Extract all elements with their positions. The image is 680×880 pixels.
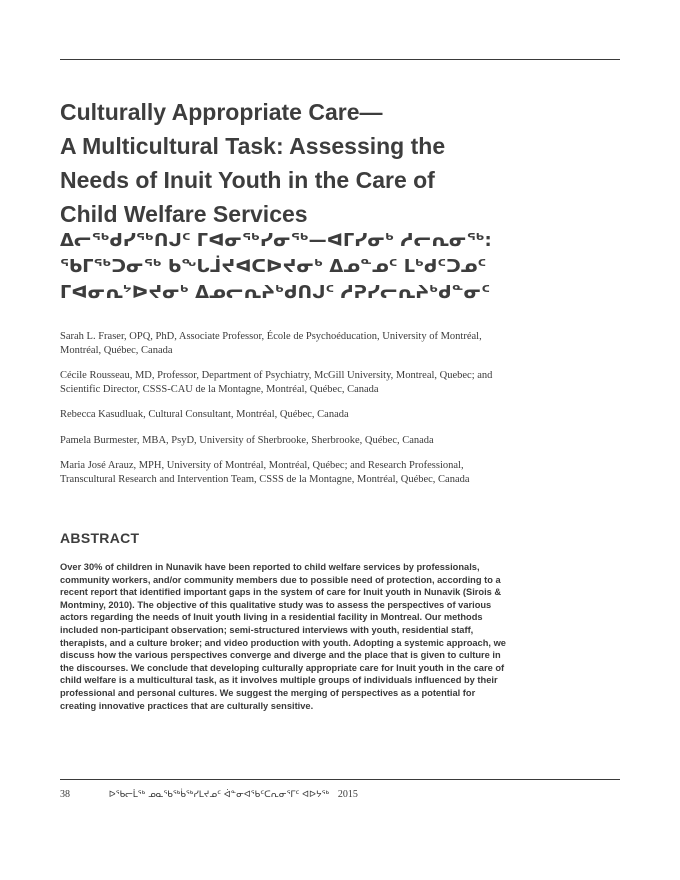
page-footer bbox=[60, 789, 620, 800]
author-affiliation: Cécile Rousseau, MD, Professor, Department of Psychiatry, McGill University, Montreal, Quebec; and Scientific Director, CSSS-CAU de la Montagne, Montréal, Québec, Canada bbox=[60, 370, 493, 395]
syllabic-title-line: ᒥᐊᓂᕆᔾᐅᔪᓂᒃ ᐃᓄᓕᕆᔨᒃᑯᑎᒍᑦ ᓱᕈᓯᓕᕆᔨᒃᑯᓐᓂᑦ bbox=[60, 282, 491, 303]
article-title bbox=[60, 95, 580, 231]
author-list bbox=[60, 330, 510, 498]
publication-year: 2015 bbox=[337, 789, 358, 800]
title-line: Needs of Inuit Youth in the Care of bbox=[60, 167, 435, 193]
footer-rule bbox=[60, 779, 620, 780]
title-line: A Multicultural Task: Assessing the bbox=[60, 133, 446, 159]
author-affiliation: Maria José Arauz, MPH, University of Montréal, Montréal, Québec; and Research Professional, Transcultural Research and Intervention Team, CSSS de la Montagne, Montréal, Québec, Canada bbox=[60, 460, 470, 485]
title-line: Child Welfare Services bbox=[60, 201, 308, 227]
abstract-text: Over 30% of children in Nunavik have been reported to child welfare services by professionals, community workers, and/or community members due to possible need of protection, according to a recent report that identified important gaps in the system of care for Inuit youth in Nunavik (Sirois & Montminy, 2010). The objective of this qualitative study was to assess the perspectives of various actors regarding the needs of Inuit youth living in a residential facility in Montreal. Our methods included non-participant observation; semi-structured interviews with youth, residential staff, therapists, and a culture broker; and video production with youth. Adopting a systemic approach, we discuss how the various perspectives converge and diverge and the place that is given to culture in the discourses. We conclude that developing culturally appropriate care for Inuit youth in the care of child welfare is a multicultural task, as it involves multiple groups of individuals influenced by their professional and personal cultures. We suggest the merging of perspectives as a potential for creating innovative practices that are culturally sensitive. bbox=[60, 562, 506, 711]
author-affiliation: Pamela Burmester, MBA, PsyD, University of Sherbrooke, Sherbrooke, Québec, Canada bbox=[60, 434, 434, 446]
syllabic-title-line: ᐃᓕᖅᑯᓯᖅᑎᒍᑦ ᒥᐊᓂᖅᓯᓂᖅ—ᐊᒥᓯᓂᒃ ᓱᓕᕆᓂᖅ: bbox=[60, 230, 492, 251]
title-line: Culturally Appropriate Care— bbox=[60, 99, 383, 125]
top-rule bbox=[60, 59, 620, 60]
syllabic-title-line: ᖃᒥᖅᑐᓂᖅ ᑲᖓᒨᔪᐊᑕᐅᔪᓂᒃ ᐃᓄᓐᓄᑦ ᒪᒃᑯᑦᑐᓄᑦ bbox=[60, 256, 487, 277]
journal-name: ᐅᖃᓕᒫᖅ ᓄᓇᖃᖅᑳᖅᓯᒪᔪᓄᑦ ᐋᓐᓂᐊᖃᑦᑕᕆᓂᕐᒥᑦ ᐊᐅᔭᖅ bbox=[108, 790, 330, 800]
abstract-heading: ABSTRACT bbox=[60, 530, 140, 546]
syllabic-title bbox=[60, 228, 600, 306]
page-number: 38 bbox=[60, 789, 70, 800]
author-affiliation: Sarah L. Fraser, OPQ, PhD, Associate Professor, École de Psychoéducation, University of Montréal, Montréal, Québec, Canada bbox=[60, 331, 482, 356]
author-affiliation: Rebecca Kasudluak, Cultural Consultant, Montréal, Québec, Canada bbox=[60, 409, 349, 420]
